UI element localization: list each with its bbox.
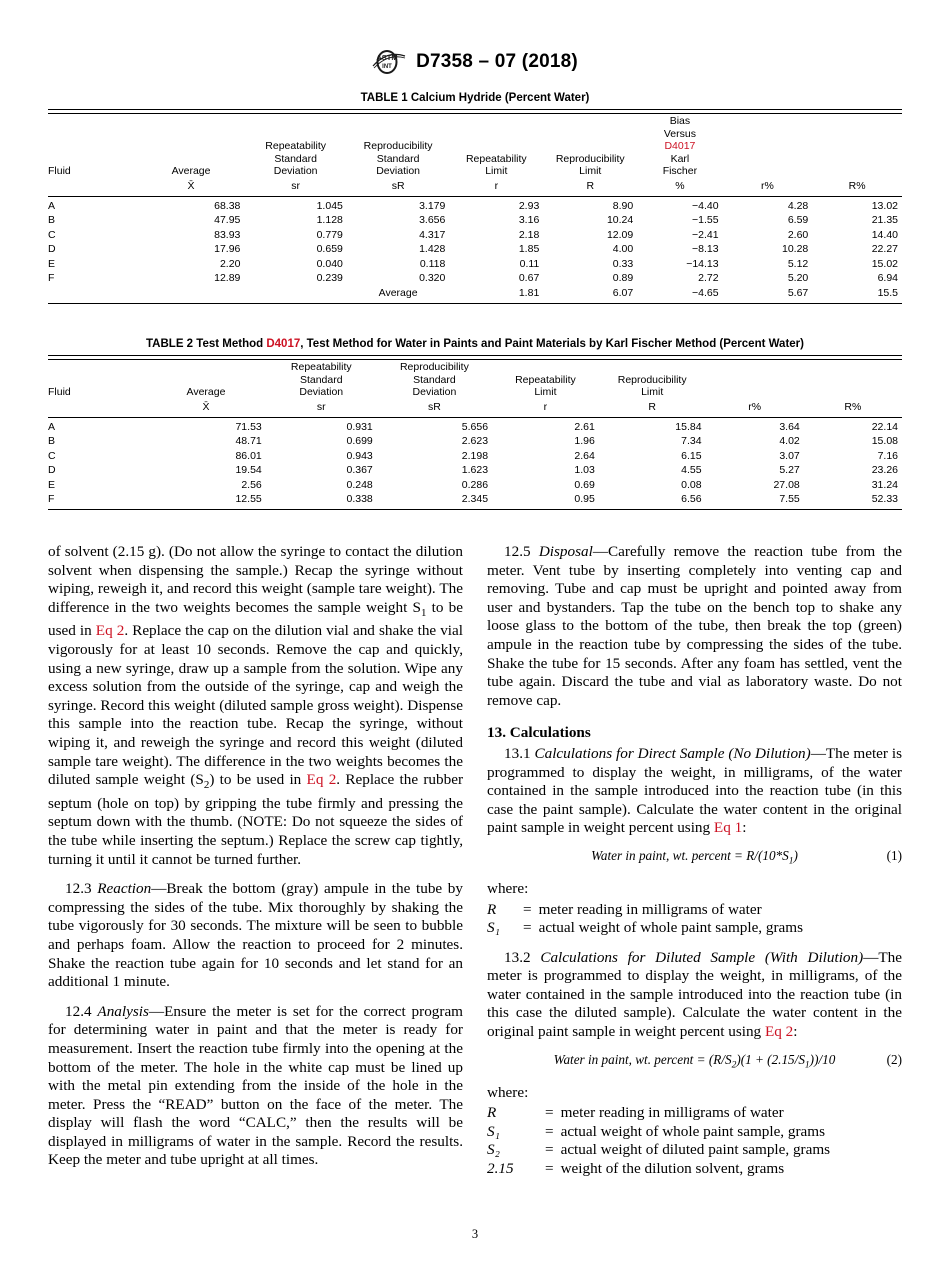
cell-bias: −1.55 <box>692 214 719 227</box>
t1-sym-xbar: X̄ <box>187 179 195 192</box>
cell-average: 2.20 <box>219 257 241 270</box>
cell-R: 0.89 <box>612 272 634 285</box>
table-row <box>48 435 902 449</box>
cell-r: 2.64 <box>574 449 595 462</box>
cell-rpct: 10.28 <box>781 243 809 256</box>
cell-sR: 3.656 <box>419 214 446 227</box>
t2-th-Rpct-blank <box>804 360 902 400</box>
table-2-header-row <box>48 360 902 400</box>
cell-sR: 5.656 <box>461 421 489 433</box>
paragraph-13-2 <box>487 949 902 1042</box>
equation-1-number: (1) <box>886 847 902 863</box>
t1-sym-0 <box>48 179 138 196</box>
cell-fluid: D <box>48 243 56 256</box>
def-text: actual weight of whole paint sample, grams <box>560 1122 826 1140</box>
para-12-5-title: Disposal <box>538 543 593 560</box>
t2-sym-xbar: X̄ <box>202 400 210 413</box>
cell-bias: 2.72 <box>698 272 719 285</box>
para-13-1-title: Calculations for Direct Sample (No Dilution) <box>534 744 811 762</box>
table-row <box>48 228 902 242</box>
cell-r: 1.03 <box>574 464 595 477</box>
t2-sym-sr: sr <box>316 400 326 413</box>
cell-sR: 0.320 <box>419 272 446 285</box>
cell-R: 4.55 <box>681 464 702 477</box>
paragraph-12-5 <box>487 543 902 710</box>
definition-list-2 <box>487 1104 830 1178</box>
table-row <box>48 272 902 286</box>
paragraph-12-3 <box>48 880 463 992</box>
cell-Rpct: 52.33 <box>871 493 898 506</box>
where-label-1: where: <box>487 880 529 898</box>
table-2-bottom-rule <box>48 509 902 512</box>
para-12-4-body: —Ensure the meter is set for the correct program for determining water in paint and that the meter is ready for measurement. Insert the reaction tube firmly into the opening at the bottom of the meter. The hole in the white cap must be lined up with the metal pin extending from the inside of the hole in the meter. Press the “READ” button on the face of the meter. The display will flash the word “CALC,” then the results will be displayed in milligrams of water in the sample. Record the results. Keep the meter and tube upright at all times. <box>48 1002 463 1169</box>
equation-2-subscript-2: 2 <box>731 1060 737 1071</box>
def-symbol: 2.15 <box>487 1159 514 1177</box>
table-1 <box>48 109 902 301</box>
cell-average: 68.38 <box>214 200 241 212</box>
def-symbol: R <box>487 900 497 918</box>
cell-sR: 1.428 <box>419 243 446 256</box>
cell-rpct: 5.12 <box>787 257 809 270</box>
definition-row <box>487 901 803 919</box>
cell-fluid: D <box>48 464 56 477</box>
paragraph-13-1 <box>487 745 902 838</box>
t1-th-fluid: Fluid <box>48 165 71 177</box>
cell-R: 0.33 <box>612 257 634 270</box>
t1-th-repeatability-sd: Repeatability Standard Deviation <box>265 140 326 177</box>
para-13-1-body-end: : <box>742 819 747 837</box>
table-1-average-row <box>48 286 902 301</box>
cell-r: 2.18 <box>518 228 540 241</box>
cell-sr: 0.659 <box>316 243 343 256</box>
para-12-3-body: —Break the bottom (gray) ampule in the tube by compressing the sides of the tube. Mix thoroughly by shaking the tube vigorously for 30 seconds. The mixture will be seen to bubble and perhaps foam. Allow the reaction to proceed for 2 minutes. Shake the reaction tube again for 10 seconds and let stand for an additional 1 minute. <box>48 880 463 991</box>
cell-r: 2.93 <box>518 200 540 212</box>
cell-sR: 2.198 <box>461 449 489 462</box>
para-13-1-body: —The meter is programmed to display the weight, in milligrams, of the water contained in the sample introduced into the reaction tube (in this case the paint sample). Calculate the water content in the original paint sample in weight percent using <box>487 744 903 837</box>
equation-2-number: (2) <box>886 1051 902 1067</box>
table-row <box>48 214 902 228</box>
t1-th-Rpct-blank <box>812 114 902 179</box>
cell-R: 6.15 <box>681 449 702 462</box>
definition-row <box>487 1160 830 1178</box>
t2-th-rpct-blank <box>706 360 804 400</box>
cell-r: 2.61 <box>574 421 595 433</box>
cell-sR: 1.623 <box>461 464 489 477</box>
cell-average-label: Average <box>378 286 418 299</box>
cell-sR: 2.623 <box>461 435 489 448</box>
d4017-reference-link[interactable]: D4017 <box>266 338 301 350</box>
para-12-2-text-c: . Replace the cap on the dilution vial and shake the vial vigorously for at least 10 seconds. Remove the cap and quickly, using a new syringe, draw up a sample from the solution. Wipe any excess solution from the outside of the syringe, cap and weigh the syringe. Record this weight (diluted sample gross weight). Dispense this sample into the reaction tube. Recap the syringe, without wiping it, and reweigh the syringe and record this weight (diluted sample tare weight). The difference in the two weights becomes the diluted sample weight (S <box>48 622 463 789</box>
cell-r: 0.11 <box>519 257 540 270</box>
equation-2-text-a: Water in paint, wt. percent = (R/S <box>553 1051 732 1067</box>
t2-th-fluid: Fluid <box>48 386 71 398</box>
t2-sym-sR: sR <box>427 400 441 413</box>
eq2-reference-link[interactable]: Eq 2 <box>306 771 337 789</box>
astm-logo-icon <box>372 48 406 76</box>
cell-sr: 0.248 <box>346 478 373 491</box>
cell-average: 17.96 <box>214 243 241 256</box>
equation-2-subscript-1: 1 <box>804 1060 810 1071</box>
para-13-2-number: 13.2 <box>504 948 541 966</box>
body-column-left <box>48 543 463 1170</box>
subscript-2: 2 <box>203 779 210 792</box>
definition-row <box>487 1141 830 1159</box>
t1-sym-sr: sr <box>291 179 301 192</box>
def-equals: = <box>545 1141 554 1159</box>
equation-2-text-c: ))/10 <box>809 1051 836 1067</box>
para-12-2-text-b: to be used in <box>48 598 463 640</box>
cell-r: 0.67 <box>518 272 540 285</box>
t1-sym-pct: % <box>675 179 685 192</box>
cell-bias: −2.41 <box>692 228 719 241</box>
cell-Rpct: 21.35 <box>871 214 898 227</box>
cell-r-avg: 1.81 <box>518 286 540 299</box>
equation-1-subscript: 1 <box>788 856 794 867</box>
t2-sym-R: R <box>648 400 656 413</box>
equation-1 <box>487 847 902 871</box>
cell-rpct: 6.59 <box>787 214 809 227</box>
t1-th-average: Average <box>171 165 211 177</box>
cell-r: 3.16 <box>518 214 540 227</box>
equation-1-text: Water in paint, wt. percent = R/(10*S <box>591 847 789 863</box>
table-1-body <box>48 197 902 301</box>
table-row <box>48 464 902 478</box>
cell-r: 0.69 <box>574 478 595 491</box>
cell-rpct: 27.08 <box>773 478 800 491</box>
cell-fluid: A <box>48 200 56 212</box>
cell-average: 12.55 <box>235 493 262 506</box>
cell-Rpct: 15.02 <box>871 257 898 270</box>
cell-average: 48.71 <box>235 435 262 448</box>
cell-fluid: A <box>48 421 56 433</box>
cell-sR: 0.286 <box>461 478 489 491</box>
def-equals: = <box>523 900 532 918</box>
t1-th-reproducibility-sd: Reproducibility Standard Deviation <box>363 140 433 177</box>
cell-sr: 0.040 <box>316 257 343 270</box>
def-text: meter reading in milligrams of water <box>538 900 762 918</box>
equation-1-expression <box>591 847 798 871</box>
cell-average: 86.01 <box>235 449 262 462</box>
t1-sym-R: R <box>586 179 595 192</box>
cell-rpct: 4.02 <box>779 435 800 448</box>
t1-sym-rpct: r% <box>761 179 774 192</box>
para-13-2-body-end: : <box>793 1022 798 1040</box>
definition-row <box>487 1104 830 1122</box>
cell-average: 2.56 <box>241 478 262 491</box>
t2-sym-Rpct: R% <box>844 400 862 413</box>
cell-sr: 0.943 <box>346 449 373 462</box>
cell-rpct: 5.20 <box>787 272 809 285</box>
def-symbol: S₁ <box>487 1122 500 1140</box>
cell-sr: 1.128 <box>316 214 343 227</box>
def-equals: = <box>523 919 532 937</box>
table-1-block <box>48 92 902 306</box>
cell-sR: 2.345 <box>461 493 489 506</box>
cell-sr: 0.931 <box>346 421 373 433</box>
cell-R-avg: 6.07 <box>612 286 634 299</box>
cell-sr: 0.779 <box>316 228 343 241</box>
cell-Rpct-avg: 15.5 <box>877 286 898 299</box>
cell-average: 12.89 <box>214 272 241 285</box>
para-12-2-text-e: . Replace the rubber septum (hole on top) by gripping the tube firmly and pressing the septum down with the thumb. (NOTE: Do not squeeze the sides of the tube while inserting the septum.) Replace the screw cap tightly, turning it until it cannot be turned further. <box>48 771 464 868</box>
definition-row <box>487 919 803 937</box>
svg-text:ASTM: ASTM <box>376 53 398 62</box>
t2-th-reproducibility-sd: Reproducibility Standard Deviation <box>399 361 469 398</box>
cell-Rpct: 23.26 <box>871 464 898 477</box>
table-1-symbol-row <box>48 179 902 196</box>
cell-R: 7.34 <box>681 435 702 448</box>
definition-list-1 <box>487 901 803 938</box>
cell-r: 1.96 <box>574 435 595 448</box>
def-equals: = <box>545 1104 554 1122</box>
definition-row <box>487 1123 830 1141</box>
document-title: D7358 – 07 (2018) <box>416 51 578 72</box>
table-2-body <box>48 418 902 507</box>
cell-sr: 0.338 <box>346 493 373 506</box>
t1-th-reproducibility-limit: Reproducibility Limit <box>555 152 625 177</box>
def-symbol: S₁ <box>487 919 500 937</box>
para-12-3-number: 12.3 <box>65 880 98 898</box>
cell-sR: 4.317 <box>419 228 446 241</box>
para-13-1-number: 13.1 <box>504 744 535 762</box>
eq2-reference-link[interactable]: Eq 2 <box>95 622 125 640</box>
section-13-heading: 13. Calculations <box>487 724 591 742</box>
def-text: meter reading in milligrams of water <box>560 1104 784 1122</box>
cell-rpct: 3.64 <box>779 421 800 433</box>
equation-2 <box>487 1051 902 1075</box>
cell-Rpct: 31.24 <box>871 478 898 491</box>
table-1-bottom-rule <box>48 303 902 306</box>
para-12-5-body: —Carefully remove the reaction tube from the meter. Vent tube by inserting completely into venting cap and removing. Tube and cap must be upright and pointed away from user and bystanders. Tap the tube on the bench top to shake any loose glass to the bottom of the tube, then break the top (green) ampule in the reaction tube by compressing the sides of the tube. Shake the tube for 15 seconds. After any foam has settled, vent the tube again. Discard the tube and vial as laboratory waste. Do not remove cap. <box>487 543 902 709</box>
t1-th-rpct-blank <box>723 114 813 179</box>
cell-blank <box>48 286 138 301</box>
cell-rpct: 7.55 <box>779 493 800 506</box>
d4017-reference-link[interactable]: D4017 <box>664 140 696 152</box>
t1-th-repeatability-limit: Repeatability Limit <box>465 152 527 177</box>
eq2-reference-link[interactable]: Eq 2 <box>764 1022 794 1040</box>
para-12-2-text-a: of solvent (2.15 g). (Do not allow the syringe to contact the dilution solvent when dispensing the sample.) Recap the syringe without wiping, reweigh it, and record this weight (sample tare weight). The difference in the two weights becomes the sample weight S <box>48 543 463 616</box>
cell-rpct-avg: 5.67 <box>787 286 809 299</box>
t2-sym-rpct: r% <box>748 400 762 413</box>
cell-Rpct: 22.27 <box>871 243 898 256</box>
para-12-2-text-d: ) to be used in <box>209 771 307 789</box>
table-row <box>48 243 902 257</box>
cell-bias: −8.13 <box>692 243 719 256</box>
cell-fluid: E <box>48 257 56 270</box>
cell-bias-avg: −4.65 <box>692 286 719 299</box>
t2-th-reproducibility-limit: Reproducibility Limit <box>617 373 687 398</box>
cell-rpct: 3.07 <box>779 449 800 462</box>
table-2-symbol-row <box>48 400 902 417</box>
cell-Rpct: 7.16 <box>877 449 898 462</box>
cell-rpct: 4.28 <box>787 200 809 212</box>
cell-sr: 0.367 <box>346 464 373 477</box>
table-1-header-row <box>48 114 902 179</box>
t2-th-average: Average <box>186 386 226 398</box>
cell-rpct: 2.60 <box>787 228 809 241</box>
cell-fluid: B <box>48 435 56 448</box>
para-12-4-number: 12.4 <box>65 1002 98 1020</box>
table-row <box>48 418 902 435</box>
t1-sym-sR: sR <box>391 179 405 192</box>
paragraph-12-4 <box>48 1003 463 1170</box>
t2-th-repeatability-sd: Repeatability Standard Deviation <box>290 361 352 398</box>
equation-2-expression <box>554 1051 836 1075</box>
eq1-reference-link[interactable]: Eq 1 <box>713 819 743 837</box>
cell-Rpct: 22.14 <box>871 421 898 433</box>
paragraph-12-2-continued <box>48 543 463 869</box>
table-1-caption: TABLE 1 Calcium Hydride (Percent Water) <box>360 92 590 104</box>
para-13-2-body: —The meter is programmed to display the weight, in milligrams, of the water contained in the sample introduced into the reaction tube (in this case the diluted sample). Calculate the water content in the original paint sample in weight percent using <box>487 948 902 1040</box>
def-text: weight of the dilution solvent, grams <box>560 1159 785 1177</box>
cell-R: 15.84 <box>675 421 702 433</box>
def-text: actual weight of diluted paint sample, grams <box>560 1141 831 1159</box>
svg-text:INT: INT <box>382 64 392 70</box>
cell-fluid: F <box>48 493 55 506</box>
body-column-right <box>487 543 902 1178</box>
equation-1-text-end: ) <box>793 847 798 863</box>
para-12-5-number: 12.5 <box>504 543 539 560</box>
cell-fluid: F <box>48 272 55 285</box>
cell-R: 10.24 <box>606 214 634 227</box>
cell-fluid: C <box>48 228 56 241</box>
cell-blank <box>244 286 346 301</box>
table-2-caption-pre: TABLE 2 Test Method <box>146 338 267 350</box>
cell-fluid: B <box>48 214 56 227</box>
table-row <box>48 197 902 214</box>
table-row <box>48 257 902 271</box>
table-row <box>48 449 902 463</box>
cell-Rpct: 15.08 <box>871 435 898 448</box>
def-equals: = <box>545 1159 554 1177</box>
cell-R: 0.08 <box>681 478 702 491</box>
where-label-2: where: <box>487 1083 529 1101</box>
t1-sym-r: r <box>494 179 499 192</box>
cell-average: 47.95 <box>214 214 241 227</box>
cell-rpct: 5.27 <box>779 464 800 477</box>
cell-Rpct: 6.94 <box>877 272 898 285</box>
cell-sr: 1.045 <box>316 200 343 212</box>
def-equals: = <box>545 1122 554 1140</box>
cell-bias: −4.40 <box>692 200 719 212</box>
table-2-caption-post: , Test Method for Water in Paints and Paint Materials by Karl Fischer Method (Percent Water) <box>300 338 804 350</box>
t2-sym-r: r <box>543 400 548 413</box>
table-row <box>48 478 902 492</box>
t1-sym-Rpct: R% <box>848 179 866 192</box>
cell-sR: 3.179 <box>419 200 446 212</box>
def-symbol: S₂ <box>487 1141 500 1159</box>
cell-R: 6.56 <box>681 493 702 506</box>
subscript-1: 1 <box>420 606 427 619</box>
table-row <box>48 493 902 507</box>
cell-Rpct: 14.40 <box>871 228 898 241</box>
cell-sr: 0.239 <box>316 272 343 285</box>
cell-fluid: E <box>48 478 56 491</box>
cell-R: 8.90 <box>612 200 634 212</box>
table-2-block <box>48 338 902 512</box>
cell-average: 83.93 <box>214 228 241 241</box>
t1-th-bias-versus-d4017: Bias Versus D4017 Karl Fischer <box>637 114 722 179</box>
page-number: 3 <box>471 1227 479 1241</box>
para-12-4-title: Analysis <box>97 1002 149 1020</box>
def-text: actual weight of whole paint sample, grams <box>538 919 804 937</box>
para-12-3-title: Reaction <box>97 880 152 898</box>
cell-R: 4.00 <box>612 243 634 256</box>
equation-2-text-b: )(1 + (2.15/S <box>736 1051 805 1067</box>
para-13-2-title: Calculations for Diluted Sample (With Dilution) <box>540 948 864 966</box>
cell-sr: 0.699 <box>346 435 373 448</box>
def-symbol: R <box>487 1104 497 1122</box>
cell-sR: 0.118 <box>419 257 446 270</box>
t2-sym-0 <box>48 400 146 417</box>
cell-r: 0.95 <box>574 493 595 506</box>
cell-fluid: C <box>48 449 56 462</box>
cell-r: 1.85 <box>518 243 540 256</box>
table-2 <box>48 355 902 507</box>
cell-Rpct: 13.02 <box>871 200 898 212</box>
cell-R: 12.09 <box>606 228 634 241</box>
t2-th-repeatability-limit: Repeatability Limit <box>515 373 576 398</box>
document-header <box>0 48 950 76</box>
cell-bias: −14.13 <box>686 257 719 270</box>
cell-blank <box>138 286 245 301</box>
cell-average: 19.54 <box>235 464 262 477</box>
table-2-caption <box>48 338 902 350</box>
cell-average: 71.53 <box>235 421 262 433</box>
